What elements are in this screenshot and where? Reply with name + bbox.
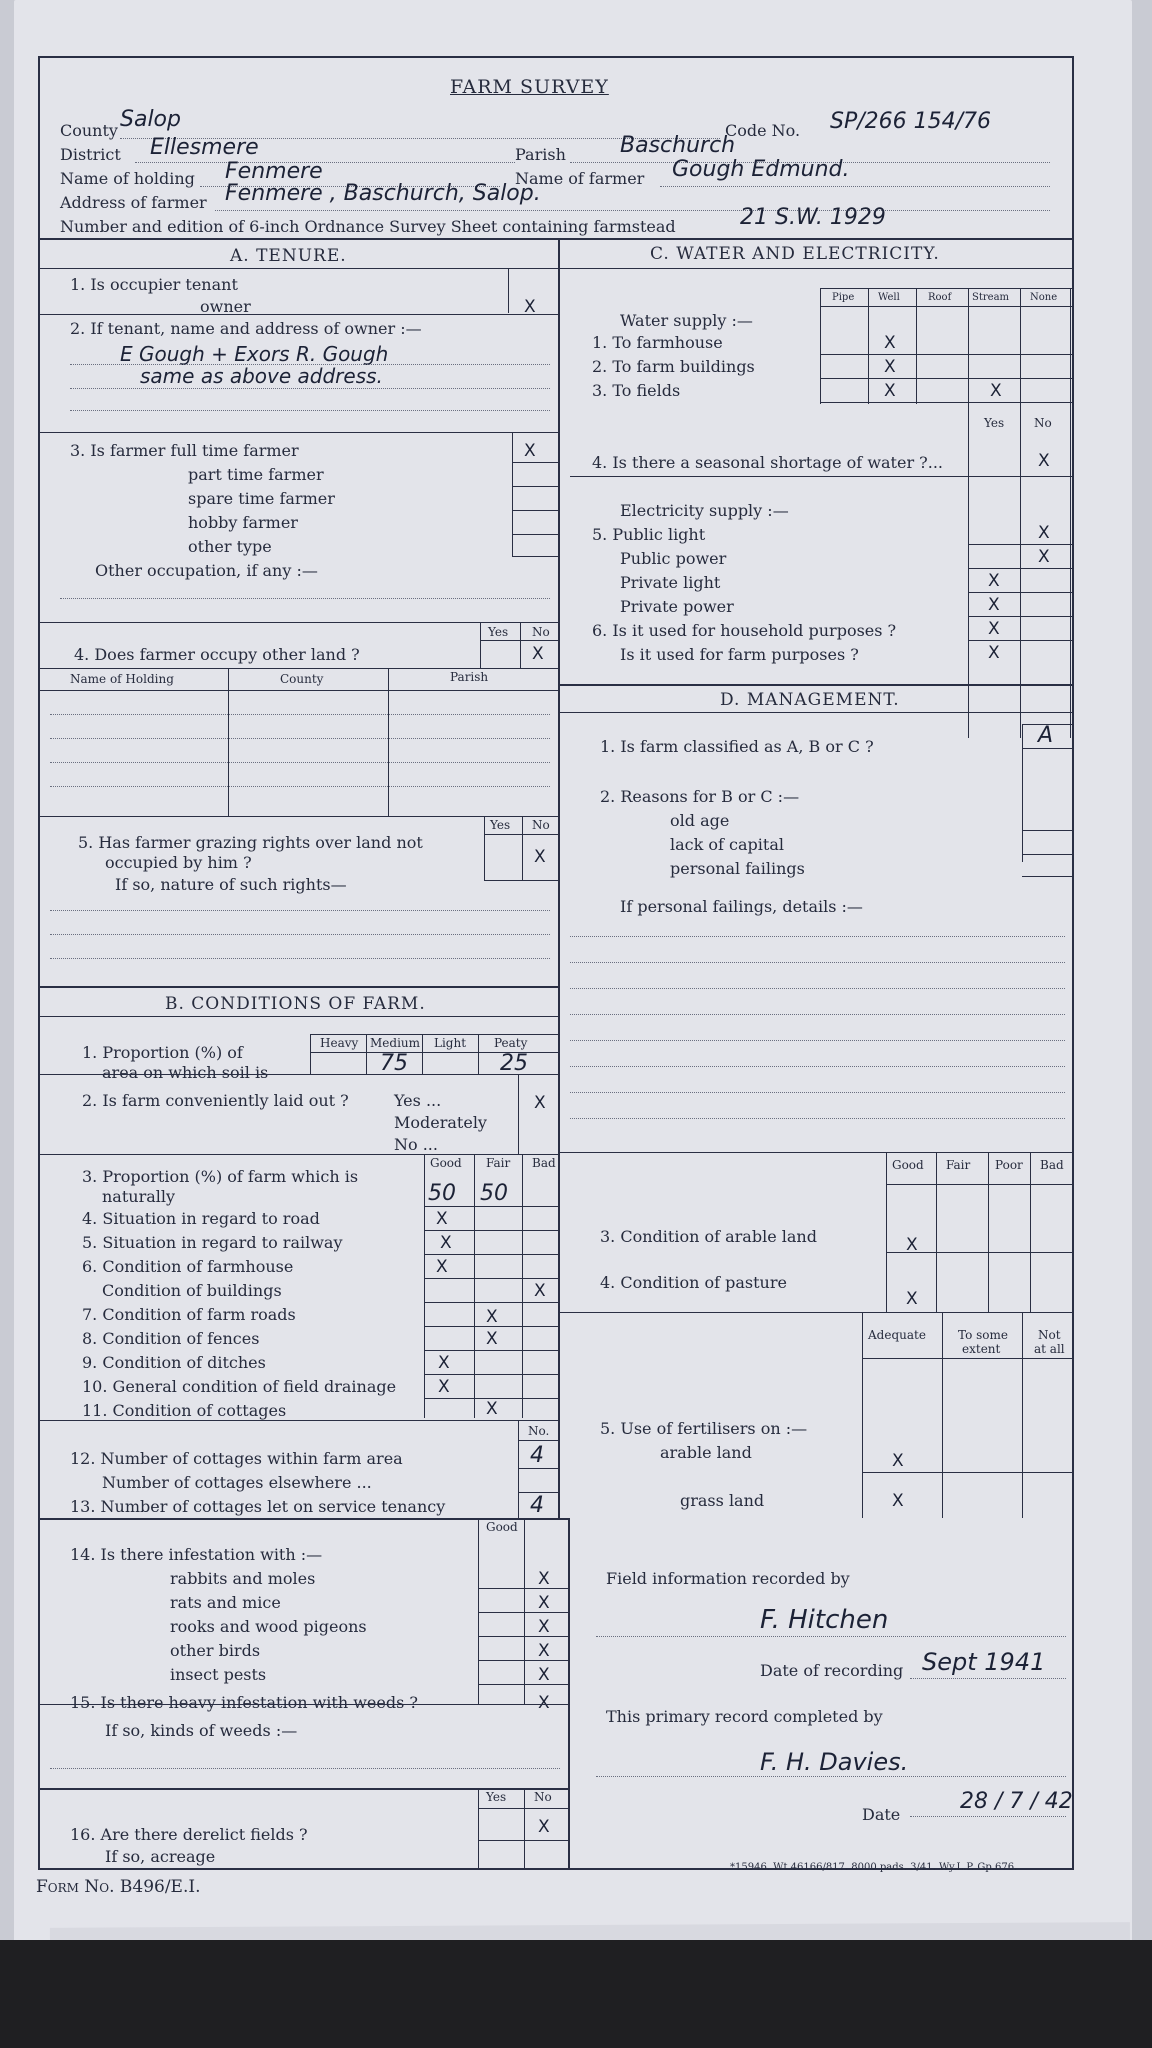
mgmt-q3: 3. Condition of arable land: [600, 1227, 817, 1246]
full-time-mark: X: [524, 441, 536, 461]
record-completed: This primary record completed by: [606, 1707, 883, 1726]
q5-yes-col: Yes: [490, 818, 511, 832]
mgmt-q4: 4. Condition of pasture: [600, 1273, 787, 1292]
public-light-no-mark: X: [1038, 523, 1050, 543]
q2-yes-mark: X: [534, 1093, 546, 1113]
soil-light-col: Light: [434, 1036, 467, 1050]
classification-value: A: [1038, 723, 1054, 748]
infest-birds: other birds: [170, 1641, 261, 1660]
tenure-q3: 3. Is farmer full time farmer: [70, 441, 299, 460]
recorder-signature: F. Hitchen: [760, 1605, 889, 1635]
derelict-no-mark: X: [538, 1817, 550, 1837]
cond-good-col: Good: [430, 1156, 462, 1170]
parish-label: Parish: [515, 145, 566, 164]
holding-value: Fenmere: [225, 159, 323, 184]
tenure-other-occupation: Other occupation, if any :—: [95, 561, 318, 580]
cond-q2-yes: Yes ...: [394, 1091, 442, 1110]
tenure-q3-part: part time farmer: [188, 465, 324, 484]
soil-heavy-col: Heavy: [320, 1036, 359, 1050]
railway-good-mark: X: [440, 1233, 452, 1253]
farmer-name-label: Name of farmer: [515, 169, 645, 188]
district-label: District: [60, 145, 121, 164]
fert-grass: grass land: [680, 1491, 765, 1510]
os-sheet-value: 21 S.W. 1929: [740, 205, 886, 230]
shortage-no-mark: X: [1038, 451, 1050, 471]
infest-rabbits: rabbits and moles: [170, 1569, 316, 1588]
mgmt-details: If personal failings, details :—: [620, 897, 863, 916]
cond-q3-line2: naturally: [102, 1187, 176, 1206]
water-fields: 3. To fields: [592, 381, 681, 400]
cond-q8: 8. Condition of fences: [82, 1329, 260, 1348]
mgmt-personal: personal failings: [670, 859, 805, 878]
soil-medium-value: 75: [380, 1051, 408, 1076]
owner-address: same as above address.: [140, 364, 383, 388]
water-buildings: 2. To farm buildings: [592, 357, 755, 376]
cond-q15: 15. Is there heavy infestation with weeds ?: [70, 1693, 418, 1712]
management-heading: D. MANAGEMENT.: [720, 690, 900, 710]
cond-q12: 12. Number of cottages within farm area: [70, 1449, 403, 1468]
naturally-good-value: 50: [428, 1181, 456, 1206]
code-no-value: SP/266 154/76: [830, 109, 992, 134]
elec-private-power: Private power: [620, 597, 734, 616]
private-light-yes-mark: X: [988, 571, 1000, 591]
infest-rats: rats and mice: [170, 1593, 281, 1612]
arable-good-mark: X: [906, 1235, 918, 1255]
county-label: County: [60, 121, 118, 140]
mgmt-lack-capital: lack of capital: [670, 835, 784, 854]
code-no-label: Code No.: [725, 121, 801, 140]
col-pipe: Pipe: [832, 292, 855, 303]
cond-q13: 13. Number of cottages let on service tenancy: [70, 1497, 446, 1516]
form-number: Form No. B496/E.I.: [36, 1877, 201, 1897]
water-yes-col: Yes: [984, 416, 1005, 430]
mgmt-q5: 5. Use of fertilisers on :—: [600, 1419, 808, 1438]
conditions-heading: B. CONDITIONS OF FARM.: [165, 994, 426, 1014]
mgmt-q2: 2. Reasons for B or C :—: [600, 787, 800, 806]
farmhouse-well-mark: X: [884, 333, 896, 353]
cond-q5: 5. Situation in regard to railway: [82, 1233, 343, 1252]
record-date-value: Sept 1941: [922, 1648, 1046, 1676]
tenure-q5-line3: If so, nature of such rights—: [115, 875, 347, 894]
tenure-q1: 1. Is occupier tenant: [70, 275, 238, 294]
fert-not-col-2: at all: [1034, 1342, 1065, 1356]
fert-arable-mark: X: [892, 1451, 904, 1471]
cond-q9: 9. Condition of ditches: [82, 1353, 266, 1372]
mgmt-poor-col: Poor: [995, 1158, 1023, 1172]
ditches-good-mark: X: [438, 1353, 450, 1373]
fert-not-col-1: Not: [1038, 1328, 1061, 1342]
cond-fair-col: Fair: [486, 1156, 511, 1170]
fences-fair-mark: X: [486, 1329, 498, 1349]
household-yes-mark: X: [988, 619, 1000, 639]
rooks-no-mark: X: [538, 1617, 550, 1637]
fert-adequate-col: Adequate: [868, 1328, 926, 1342]
cond-q15-kinds: If so, kinds of weeds :—: [105, 1721, 298, 1740]
cond-q1-line1: 1. Proportion (%) of: [82, 1043, 243, 1062]
q4-yes-col: Yes: [488, 625, 509, 639]
form-title: FARM SURVEY: [450, 76, 609, 98]
buildings-well-mark: X: [884, 357, 896, 377]
cond-q14: 14. Is there infestation with :—: [70, 1545, 323, 1564]
cond-q16: 16. Are there derelict fields ?: [70, 1825, 308, 1844]
cond-q7: 7. Condition of farm roads: [82, 1305, 296, 1324]
mgmt-q1: 1. Is farm classified as A, B or C ?: [600, 737, 874, 756]
water-farmhouse: 1. To farmhouse: [592, 333, 723, 352]
tenure-q2: 2. If tenant, name and address of owner :—: [70, 319, 422, 338]
county-value: Salop: [120, 107, 181, 132]
col-roof: Roof: [928, 292, 952, 303]
cottages-within-value: 4: [530, 1443, 544, 1468]
cottages-service-value: 4: [530, 1493, 544, 1518]
q5-no-mark: X: [534, 847, 546, 867]
farm-survey-form: [38, 56, 1074, 1870]
derelict-no-col: No: [534, 1790, 552, 1804]
completer-signature: F. H. Davies.: [760, 1748, 909, 1776]
cond-bad-col: Bad: [532, 1156, 556, 1170]
fert-some-col-1: To some: [958, 1328, 1008, 1342]
owner-name: E Gough + Exors R. Gough: [120, 342, 389, 366]
mgmt-bad-col: Bad: [1040, 1158, 1064, 1172]
district-value: Ellesmere: [150, 135, 259, 160]
record-date-label: Date of recording: [760, 1661, 904, 1680]
infest-yes-col: Good: [486, 1520, 518, 1534]
fert-grass-mark: X: [892, 1491, 904, 1511]
record-date2-label: Date: [862, 1805, 901, 1824]
public-power-no-mark: X: [1038, 547, 1050, 567]
tenure-heading: A. TENURE.: [230, 246, 347, 266]
fert-some-col-2: extent: [962, 1342, 1001, 1356]
cottages-no-col: No.: [528, 1424, 550, 1438]
fert-arable: arable land: [660, 1443, 752, 1462]
address-value: Fenmere , Baschurch, Salop.: [225, 181, 541, 206]
soil-peaty-value: 25: [500, 1051, 528, 1076]
soil-peaty-col: Peaty: [494, 1036, 528, 1050]
q5-no-col: No: [532, 818, 550, 832]
water-no-col: No: [1034, 416, 1052, 430]
desk-surface: [0, 1940, 1152, 2048]
private-power-yes-mark: X: [988, 595, 1000, 615]
pasture-good-mark: X: [906, 1289, 918, 1309]
tenure-q3-hobby: hobby farmer: [188, 513, 298, 532]
elec-household: 6. Is it used for household purposes ?: [592, 621, 897, 640]
tenure-q3-other: other type: [188, 537, 272, 556]
water-supply-label: Water supply :—: [620, 311, 753, 330]
col-stream: Stream: [972, 292, 1010, 303]
os-sheet-label: Number and edition of 6-inch Ordnance Survey Sheet containing farmstead: [60, 217, 676, 236]
printer-note: *15946. Wt.46166/817. 8000 pads. 3/41. Wy.L.P. Gp.676.: [730, 1862, 1018, 1873]
elec-public-light: 5. Public light: [592, 525, 706, 544]
parish-value: Baschurch: [620, 133, 736, 158]
rabbits-no-mark: X: [538, 1569, 550, 1589]
col-none: None: [1030, 292, 1058, 303]
buildings-bad-mark: X: [534, 1281, 546, 1301]
cond-q6: 6. Condition of farmhouse: [82, 1257, 294, 1276]
mgmt-good-col: Good: [892, 1158, 924, 1172]
weeds-no-mark: X: [538, 1693, 550, 1713]
cond-q6b: Condition of buildings: [102, 1281, 282, 1300]
cond-q4: 4. Situation in regard to road: [82, 1209, 320, 1228]
electricity-label: Electricity supply :—: [620, 501, 789, 520]
holding-label: Name of holding: [60, 169, 195, 188]
tenure-q4: 4. Does farmer occupy other land ?: [74, 645, 360, 664]
q4-no-col: No: [532, 625, 550, 639]
drainage-good-mark: X: [438, 1377, 450, 1397]
naturally-fair-value: 50: [480, 1181, 508, 1206]
cond-q2-no: No ...: [394, 1135, 438, 1154]
infest-rooks: rooks and wood pigeons: [170, 1617, 367, 1636]
cond-q10: 10. General condition of field drainage: [82, 1377, 397, 1396]
rats-no-mark: X: [538, 1593, 550, 1613]
birds-no-mark: X: [538, 1641, 550, 1661]
fields-stream-mark: X: [990, 381, 1002, 401]
record-field-info: Field information recorded by: [606, 1569, 850, 1588]
soil-medium-col: Medium: [370, 1036, 421, 1050]
cond-q1-line2: area on which soil is: [102, 1063, 269, 1082]
elec-private-light: Private light: [620, 573, 721, 592]
record-date2-value: 28 / 7 / 42: [960, 1789, 1073, 1814]
water-q4: 4. Is there a seasonal shortage of water ?...: [592, 453, 944, 472]
insects-no-mark: X: [538, 1665, 550, 1685]
tenure-q3-spare: spare time farmer: [188, 489, 335, 508]
farm-purposes-yes-mark: X: [988, 643, 1000, 663]
tenure-q1-owner: owner: [200, 297, 251, 316]
cond-q12b: Number of cottages elsewhere ...: [102, 1473, 372, 1492]
mgmt-fair-col: Fair: [946, 1158, 971, 1172]
mgmt-old-age: old age: [670, 811, 730, 830]
tenure-q5-line1: 5. Has farmer grazing rights over land not: [78, 833, 423, 852]
farmer-name-value: Gough Edmund.: [672, 157, 850, 182]
owner-mark: X: [524, 297, 536, 317]
col-parish: Parish: [450, 670, 489, 684]
road-good-mark: X: [436, 1209, 448, 1229]
cond-q16-acreage: If so, acreage: [105, 1847, 216, 1866]
elec-farm-purposes: Is it used for farm purposes ?: [620, 645, 859, 664]
elec-public-power: Public power: [620, 549, 727, 568]
col-well: Well: [878, 292, 900, 303]
q4-no-mark: X: [532, 644, 544, 664]
infest-insects: insect pests: [170, 1665, 267, 1684]
fields-well-mark: X: [884, 381, 896, 401]
farmhouse-good-mark: X: [436, 1257, 448, 1277]
tenure-q5-line2: occupied by him ?: [105, 853, 252, 872]
cond-q11: 11. Condition of cottages: [82, 1401, 287, 1420]
cond-q3-line1: 3. Proportion (%) of farm which is: [82, 1167, 359, 1186]
col-county: County: [280, 672, 324, 686]
water-heading: C. WATER AND ELECTRICITY.: [650, 244, 940, 264]
cottages-fair-mark: X: [486, 1399, 498, 1419]
col-name-of-holding: Name of Holding: [70, 672, 174, 686]
cond-q2: 2. Is farm conveniently laid out ?: [82, 1091, 349, 1110]
address-label: Address of farmer: [60, 193, 207, 212]
cond-q2-moderately: Moderately: [394, 1113, 487, 1132]
farm-roads-fair-mark: X: [486, 1307, 498, 1327]
derelict-yes-col: Yes: [486, 1790, 507, 1804]
